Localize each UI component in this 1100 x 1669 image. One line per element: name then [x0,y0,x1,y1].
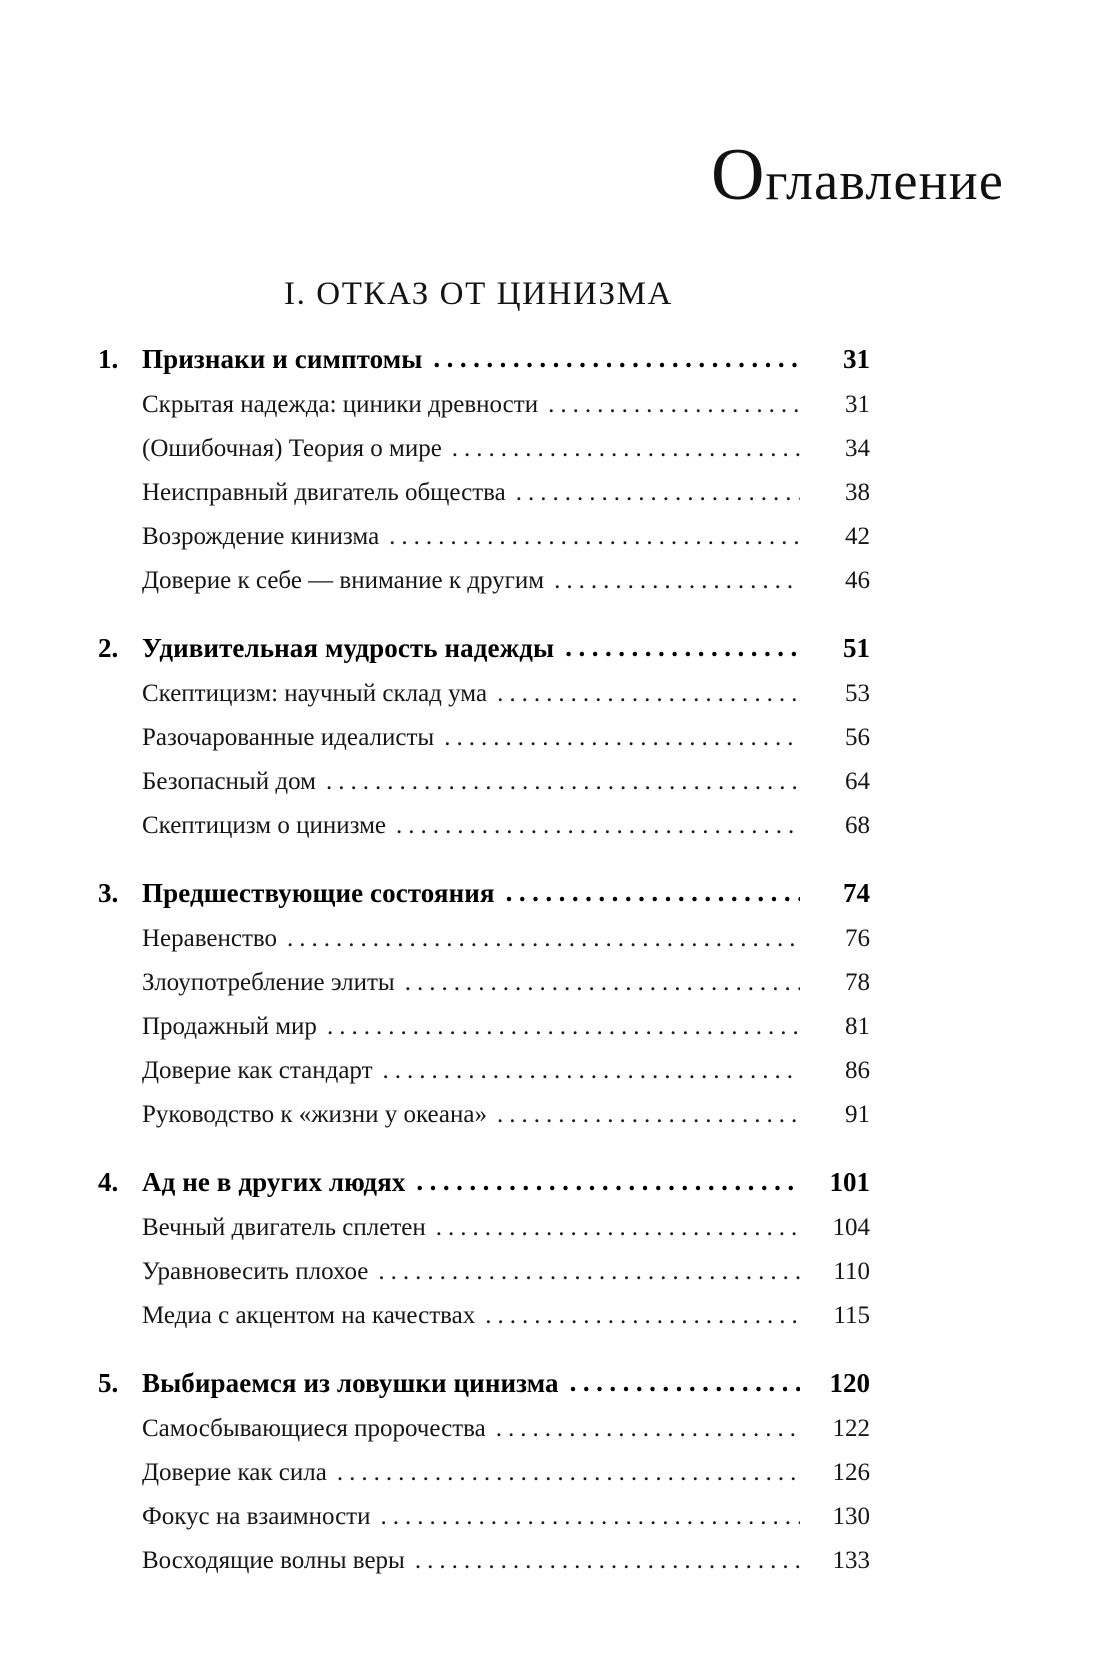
dot-leader [396,813,800,838]
dot-leader [326,769,800,794]
toc-entry-row[interactable] [98,716,870,760]
entry-page-number: 115 [833,1302,870,1329]
chapter-block [98,625,870,848]
chapter-number: 2. [98,633,119,663]
entry-title: Медиа с акцентом на качествах [142,1302,476,1329]
entry-page-number: 86 [845,1057,870,1084]
dot-leader [337,1460,800,1485]
chapter-number: 3. [98,878,119,908]
toc-entry-row[interactable] [98,1539,870,1583]
entry-page-number: 133 [832,1547,870,1574]
entry-title: Руководство к «жизни у океана» [142,1101,487,1128]
toc-entry-row[interactable] [98,1294,870,1338]
toc-entry-row[interactable] [98,1093,870,1137]
dot-leader [485,1303,800,1328]
entry-page-number: 126 [832,1459,870,1486]
toc-entry-row[interactable] [98,1005,870,1049]
part-heading: I. ОТКАЗ ОТ ЦИНИЗМА [284,276,673,312]
page-title [710,134,1004,216]
dot-leader [497,1102,800,1127]
chapter-number: 1. [98,344,119,374]
entry-title: Безопасный дом [142,768,316,795]
entry-page-number: 53 [845,680,870,707]
dot-leader [287,926,800,951]
dot-leader [570,1369,800,1396]
toc-entry-row[interactable] [98,961,870,1005]
dot-leader [497,681,800,706]
toc-chapter-row[interactable] [98,1159,870,1206]
dot-leader [516,480,800,505]
entry-page-number: 46 [845,567,870,594]
toc-entry-row[interactable] [98,383,870,427]
entry-page-number: 42 [845,523,870,550]
chapter-title: Удивительная мудрость надежды [142,633,555,663]
toc-entry-row[interactable] [98,427,870,471]
toc-entry-row[interactable] [98,672,870,716]
dot-leader [496,1416,800,1441]
dot-leader [378,1259,800,1284]
entry-page-number: 76 [845,925,870,952]
page-title-initial: О [710,134,766,216]
chapter-page-number: 51 [843,633,870,663]
toc-entry-row[interactable] [98,804,870,848]
entry-title: Продажный мир [142,1013,317,1040]
chapter-number: 4. [98,1167,119,1197]
entry-page-number: 130 [832,1503,870,1530]
toc-chapter-row[interactable] [98,336,870,383]
entry-title: Неравенство [142,925,278,952]
entry-title: Неисправный двигатель общества [142,479,506,506]
dot-leader [389,524,800,549]
toc-entry-row[interactable] [98,559,870,603]
dot-leader [415,1548,800,1573]
entry-title: Восходящие волны веры [142,1547,405,1574]
entry-title: Доверие как сила [142,1459,327,1486]
entry-page-number: 91 [845,1101,870,1128]
dot-leader [416,1168,800,1195]
entry-title: Скрытая надежда: циники древности [142,391,539,418]
toc-entry-row[interactable] [98,1407,870,1451]
toc-chapter-row[interactable] [98,625,870,672]
dot-leader [548,392,800,417]
chapter-page-number: 31 [843,344,870,374]
entry-title: Злоупотребление элиты [142,969,395,996]
entry-title: (Ошибочная) Теория о мире [142,435,442,462]
toc-entry-row[interactable] [98,471,870,515]
chapter-title: Предшествующие состояния [142,878,495,908]
dot-leader [506,879,800,906]
dot-leader [444,725,800,750]
dot-leader [381,1504,801,1529]
chapter-page-number: 74 [843,878,870,908]
entry-title: Уравновесить плохое [142,1258,369,1285]
chapter-block [98,336,870,603]
page-title-rest: главление [765,151,1004,211]
toc-chapter-row[interactable] [98,1360,870,1407]
entry-page-number: 81 [845,1013,870,1040]
chapter-block [98,870,870,1137]
entry-page-number: 122 [832,1415,870,1442]
dot-leader [565,634,800,661]
toc-entry-row[interactable] [98,917,870,961]
entry-title: Фокус на взаимности [142,1503,371,1530]
dot-leader [452,436,800,461]
entry-page-number: 38 [845,479,870,506]
dot-leader [327,1014,800,1039]
dot-leader [433,345,800,372]
entry-page-number: 31 [845,391,870,418]
entry-title: Доверие как стандарт [142,1057,373,1084]
toc-entry-row[interactable] [98,515,870,559]
chapter-title: Выбираемся из ловушки цинизма [142,1368,559,1398]
toc-entry-row[interactable] [98,1206,870,1250]
dot-leader [383,1058,800,1083]
entry-page-number: 64 [845,768,870,795]
entry-page-number: 78 [845,969,870,996]
dot-leader [554,568,800,593]
dot-leader [436,1215,800,1240]
entry-title: Возрождение кинизма [142,523,380,550]
chapter-block [98,1159,870,1338]
chapter-title: Ад не в других людях [142,1167,406,1197]
entry-title: Разочарованные идеалисты [142,724,435,751]
entry-page-number: 110 [833,1258,870,1285]
toc-entry-row[interactable] [98,760,870,804]
chapter-title: Признаки и симптомы [142,344,423,374]
toc-chapter-row[interactable] [98,870,870,917]
entry-page-number: 34 [845,435,870,462]
toc-entry-row[interactable] [98,1250,870,1294]
chapter-block [98,1360,870,1583]
entry-page-number: 56 [845,724,870,751]
toc-list [98,336,870,1583]
chapter-number: 5. [98,1368,119,1398]
entry-title: Скептицизм о цинизме [142,812,387,839]
entry-page-number: 68 [845,812,870,839]
entry-page-number: 104 [832,1214,870,1241]
toc-entry-row[interactable] [98,1451,870,1495]
entry-title: Вечный двигатель сплетен [142,1214,426,1241]
chapter-page-number: 120 [829,1368,870,1398]
dot-leader [405,970,800,995]
entry-title: Скептицизм: научный склад ума [142,680,488,707]
entry-title: Доверие к себе — внимание к другим [142,567,545,594]
entry-title: Самосбывающиеся пророчества [142,1415,486,1442]
toc-entry-row[interactable] [98,1495,870,1539]
toc-entry-row[interactable] [98,1049,870,1093]
chapter-page-number: 101 [829,1167,870,1197]
